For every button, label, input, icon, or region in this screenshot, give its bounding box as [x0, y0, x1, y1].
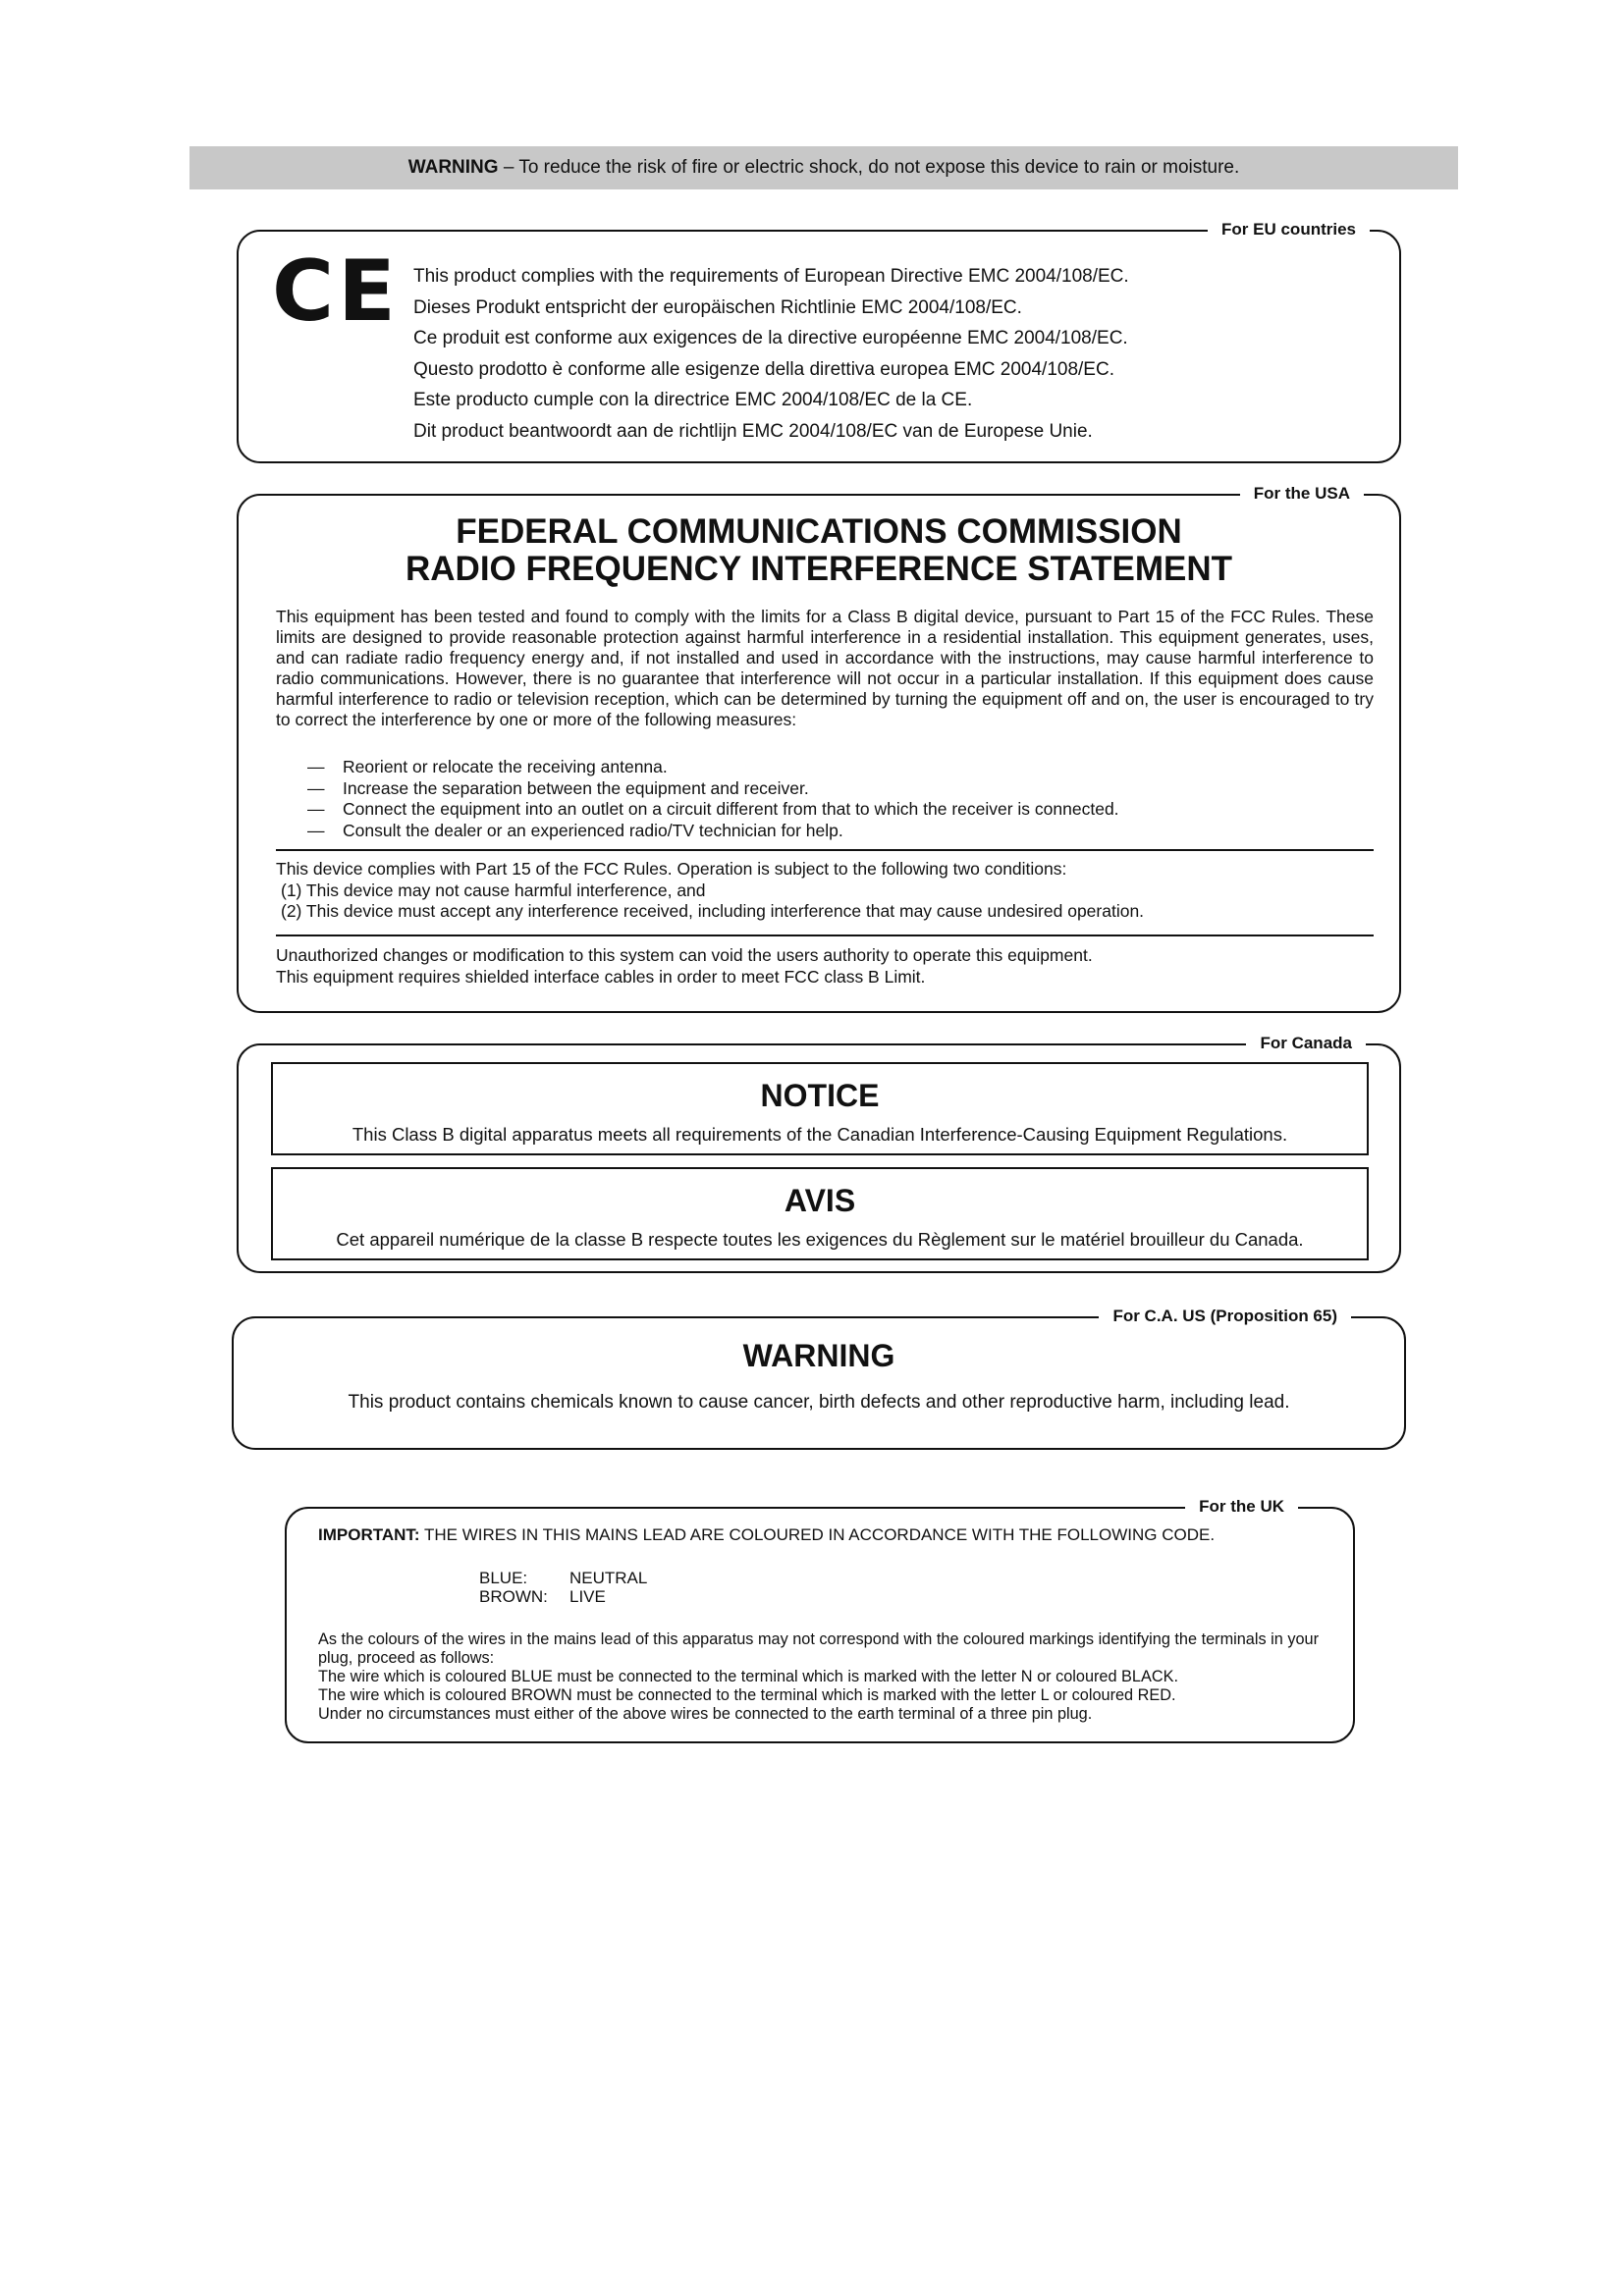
- list-item: [479, 1587, 647, 1606]
- top-warning-label: WARNING: [407, 157, 499, 178]
- uk-important-text: THE WIRES IN THIS MAINS LEAD ARE COLOURED IN ACCORDANCE WITH THE FOLLOWING CODE.: [419, 1525, 1216, 1544]
- fcc-unauthorized-line-1: Unauthorized changes or modification to this system can void the users authority to operate this equipment.: [276, 945, 1093, 965]
- fcc-unauthorized-notice: [276, 945, 1093, 988]
- dash-bullet: —: [307, 799, 325, 819]
- uk-instruction-blue: The wire which is coloured BLUE must be connected to the terminal which is marked with the letter N or coloured BLACK.: [318, 1668, 1178, 1685]
- dash-bullet: —: [307, 820, 325, 840]
- fcc-condition-1: (1) This device may not cause harmful interference, and: [281, 880, 706, 900]
- eu-compliance-lines: [413, 261, 1129, 447]
- eu-line-spanish: Este producto cumple con la directrice EMC 2004/108/EC de la CE.: [413, 390, 973, 410]
- eu-line-french: Ce produit est conforme aux exigences de la directive européenne EMC 2004/108/EC.: [413, 328, 1128, 348]
- uk-instruction-brown: The wire which is coloured BROWN must be connected to the terminal which is marked with the letter L or coloured RED.: [318, 1686, 1176, 1704]
- eu-line-italian: Questo prodotto è conforme alle esigenze della direttiva europea EMC 2004/108/EC.: [413, 358, 1114, 380]
- measure-text: Increase the separation between the equipment and receiver.: [343, 777, 809, 798]
- canada-section: [237, 1034, 1401, 1273]
- prop65-section: [232, 1307, 1406, 1450]
- list-item: [307, 778, 1119, 800]
- measure-text: Reorient or relocate the receiving antenna.: [343, 757, 668, 776]
- eu-section-tag: For EU countries: [1208, 219, 1370, 240]
- uk-wire-color-code: [479, 1569, 647, 1606]
- uk-section: [285, 1497, 1355, 1743]
- divider: [276, 849, 1374, 851]
- list-item: [307, 821, 1119, 842]
- avis-title: AVIS: [784, 1183, 856, 1218]
- list-item: [307, 757, 1119, 778]
- fcc-conditions-intro: This device complies with Part 15 of the FCC Rules. Operation is subject to the following two conditions:: [276, 859, 1067, 879]
- uk-important-label: IMPORTANT:: [318, 1525, 420, 1544]
- measure-text: Consult the dealer or an experienced radio/TV technician for help.: [343, 820, 843, 840]
- canada-section-tag: For Canada: [1246, 1033, 1366, 1054]
- top-warning-text: – To reduce the risk of fire or electric shock, do not expose this device to rain or moisture.: [498, 157, 1240, 178]
- fcc-condition-2: (2) This device must accept any interference received, including interference that may cause undesired operation.: [281, 901, 1145, 921]
- uk-important-line: [318, 1524, 1215, 1545]
- fcc-title: [239, 513, 1399, 588]
- notice-box: [271, 1062, 1369, 1155]
- uk-section-tag: For the UK: [1185, 1496, 1298, 1518]
- prop65-warning-text: This product contains chemicals known to cause cancer, birth defects and other reproductive harm, including lead.: [348, 1392, 1290, 1413]
- list-item: [307, 799, 1119, 821]
- wire-color: BLUE:: [479, 1569, 528, 1587]
- fcc-statement-body: This equipment has been tested and found to comply with the limits for a Class B digital device, pursuant to Part 15 of the FCC Rules. These limits are designed to provide reasonable protection against harmful interference in a residential installation. This equipment generates, uses, and can radiate radio frequency energy and, if not installed and used in accordance with the instructions, may cause harmful interference to radio communications. However, there is no guarantee that interference will not occur in a particular installation. If this equipment does cause harmful interference to radio or television reception, which can be determined by turning the equipment off and on, the user is encouraged to try to correct the interference by one or more of the following measures:: [276, 607, 1374, 729]
- uk-instruction-intro: As the colours of the wires in the mains lead of this apparatus may not correspond with the coloured markings identifying the terminals in your plug, proceed as follows:: [318, 1630, 1320, 1667]
- fcc-title-line-2: RADIO FREQUENCY INTERFERENCE STATEMENT: [406, 550, 1232, 588]
- usa-section-tag: For the USA: [1240, 483, 1364, 505]
- top-warning-bar: [189, 146, 1458, 189]
- dash-bullet: —: [307, 757, 325, 776]
- measure-text: Connect the equipment into an outlet on a circuit different from that to which the receiver is connected.: [343, 799, 1119, 819]
- list-item: [479, 1569, 647, 1587]
- usa-fcc-section: [237, 484, 1401, 1013]
- fcc-measures-list: [307, 757, 1119, 841]
- notice-text: This Class B digital apparatus meets all requirements of the Canadian Interference-Causing Equipment Regulations.: [352, 1124, 1288, 1145]
- dash-bullet: —: [307, 777, 325, 798]
- avis-text: Cet appareil numérique de la classe B respecte toutes les exigences du Règlement sur le matériel brouilleur du Canada.: [336, 1229, 1304, 1250]
- wire-color: BROWN:: [479, 1587, 548, 1606]
- wire-meaning: LIVE: [569, 1587, 606, 1606]
- prop65-warning-title: WARNING: [742, 1338, 895, 1373]
- fcc-title-line-1: FEDERAL COMMUNICATIONS COMMISSION: [456, 512, 1182, 551]
- prop65-section-tag: For C.A. US (Proposition 65): [1099, 1306, 1351, 1327]
- eu-line-english: This product complies with the requirements of European Directive EMC 2004/108/EC.: [413, 266, 1129, 287]
- wire-meaning: NEUTRAL: [569, 1569, 648, 1587]
- ce-mark-logo: CE: [272, 242, 400, 341]
- avis-box: [271, 1167, 1369, 1260]
- fcc-conditions: [276, 859, 1144, 923]
- eu-line-dutch: Dit product beantwoordt aan de richtlijn EMC 2004/108/EC van de Europese Unie.: [413, 420, 1093, 442]
- uk-instruction-earth: Under no circumstances must either of the above wires be connected to the earth terminal of a three pin plug.: [318, 1705, 1093, 1723]
- eu-compliance-section: [237, 220, 1401, 463]
- eu-line-german: Dieses Produkt entspricht der europäischen Richtlinie EMC 2004/108/EC.: [413, 296, 1022, 318]
- notice-title: NOTICE: [760, 1078, 880, 1113]
- divider: [276, 934, 1374, 936]
- uk-wiring-instructions: [318, 1630, 1326, 1724]
- fcc-unauthorized-line-2: This equipment requires shielded interface cables in order to meet FCC class B Limit.: [276, 966, 926, 987]
